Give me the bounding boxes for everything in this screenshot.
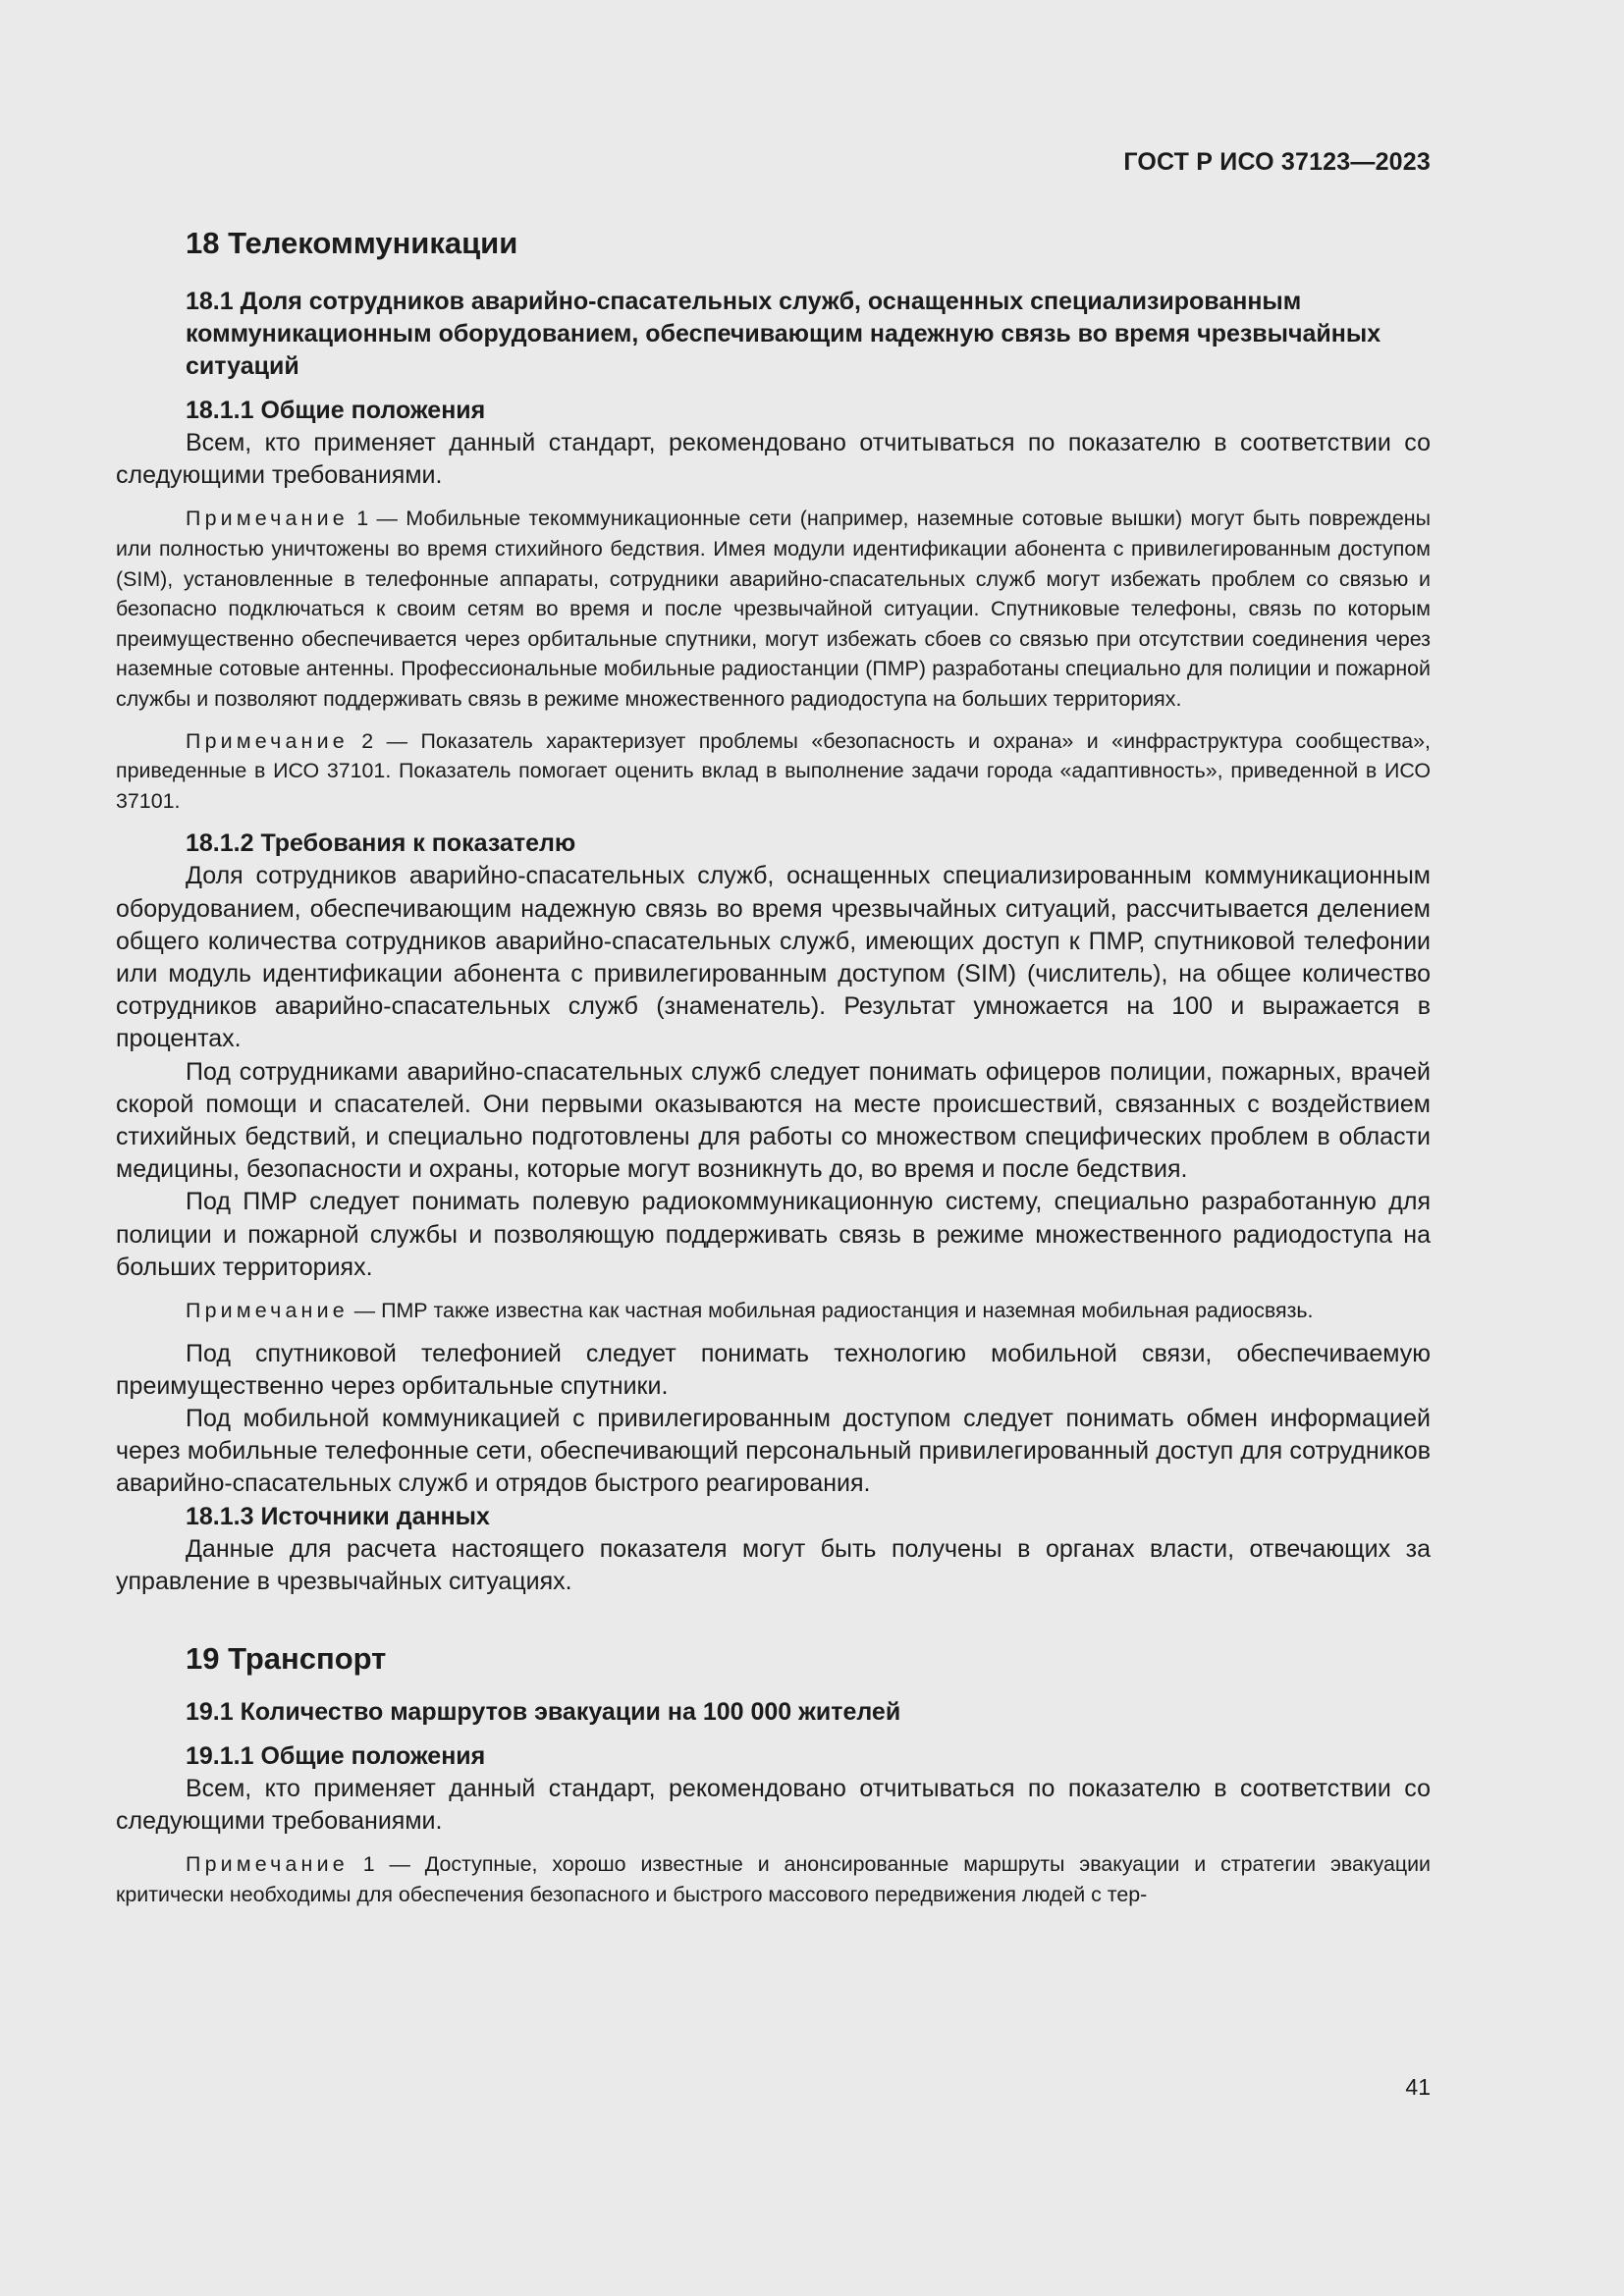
- paragraph: Доля сотрудников аварийно-спасательных служб, оснащенных специализированным коммуникационным оборудованием, обеспечивающим надежную связь во время чрезвычайных ситуаций, рассчитывается делением общего количества сотрудников аварийно-спасательных служб, имеющих доступ к ПМР, спутниковой телефонии или модуль идентификации абонента с привилегированным доступом (SIM) (числитель), на общее количество сотрудников аварийно-спасательных служб (знаменатель). Результат умножается на 100 и выражается в процентах.: [116, 862, 1431, 1053]
- note-label: Примечание: [186, 728, 349, 753]
- section-18-1-3-title: 18.1.3 Источники данных: [186, 1502, 490, 1530]
- page-content: [116, 222, 1431, 1910]
- note-text: — ПМР также известна как частная мобильная радиостанция и наземная мобильная радиосвязь.: [348, 1298, 1314, 1322]
- section-18-1-title: 18.1 Доля сотрудников аварийно-спасательных служб, оснащенных специализированным коммуникационным оборудованием, обеспечивающим надежную связь во время чрезвычайных ситуаций: [186, 288, 1381, 380]
- note-text: 1 — Мобильные текоммуникационные сети (например, наземные сотовые вышки) могут быть повреждены или полностью уничтожены во время стихийного бедствия. Имея модули идентификации абонента с привилегированным доступом (SIM), установленные в телефонные аппараты, сотрудники аварийно-спасательных служб могут избежать проблем со связью и безопасно подключаться к своим сетям во время и после чрезвычайной ситуации. Спутниковые телефоны, связь по которым преимущественно обеспечивается через орбитальные спутники, могут избежать сбоев со связью при отсутствии соединения через наземные сотовые антенны. Профессиональные мобильные радиостанции (ПМР) разработаны специально для полиции и пожарной службы и позволяют поддерживать связь в режиме множественного радиодоступа на больших территориях.: [116, 507, 1431, 711]
- paragraph: Под мобильной коммуникацией с привилегированным доступом следует понимать обмен информацией через мобильные телефонные сети, обеспечивающий персональный привилегированный доступ для сотрудников аварийно-спасательных служб и отрядов быстрого реагирования.: [116, 1404, 1431, 1498]
- note: [116, 504, 1431, 714]
- paragraph: Всем, кто применяет данный стандарт, рекомендовано отчитываться по показателю в соответствии со следующими требованиями.: [116, 429, 1431, 490]
- note: [116, 1849, 1431, 1909]
- paragraph: Данные для расчета настоящего показателя могут быть получены в органах власти, отвечающих за управление в чрезвычайных ситуациях.: [116, 1534, 1431, 1595]
- note-label: Примечание: [186, 1298, 349, 1322]
- paragraph: Под сотрудниками аварийно-спасательных служб следует понимать офицеров полиции, пожарных, врачей скорой помощи и спасателей. Они первыми оказываются на месте происшествий, связанных с воздействием стихийных бедствий, и специально подготовлены для работы со множеством специфических проблем в области медицины, безопасности и охраны, которые могут возникнуть до, во время и после бедствия.: [116, 1057, 1431, 1184]
- section-19-1-1-title: 19.1.1 Общие положения: [186, 1742, 486, 1770]
- page-number: 41: [1405, 2074, 1431, 2100]
- section-18-1-1-title: 18.1.1 Общие положения: [186, 397, 486, 424]
- note-label: Примечание: [186, 1852, 349, 1877]
- note-label: Примечание: [186, 507, 349, 531]
- section-19-1-title: 19.1 Количество маршрутов эвакуации на 100 000 жителей: [186, 1698, 901, 1726]
- note-text: 2 — Показатель характеризует проблемы «безопасность и охрана» и «инфраструктура сообщества», приведенные в ИСО 37101. Показатель помогает оценить вклад в выполнение задачи города «адаптивность», приведенной в ИСО 37101.: [116, 728, 1431, 813]
- paragraph: Под спутниковой телефонией следует понимать технологию мобильной связи, обеспечиваемую преимущественно через орбитальные спутники.: [116, 1339, 1431, 1400]
- paragraph: Под ПМР следует понимать полевую радиокоммуникационную систему, специально разработанную для полиции и пожарной службы и позволяющую поддерживать связь в режиме множественного радиодоступа на больших территориях.: [116, 1188, 1431, 1281]
- note: [116, 1296, 1431, 1326]
- section-19-title: 19 Транспорт: [186, 1641, 387, 1676]
- paragraph: Всем, кто применяет данный стандарт, рекомендовано отчитываться по показателю в соответствии со следующими требованиями.: [116, 1775, 1431, 1836]
- standard-header: ГОСТ Р ИСО 37123—2023: [1123, 148, 1431, 176]
- section-18-1-2-title: 18.1.2 Требования к показателю: [186, 829, 576, 858]
- note-text: 1 — Доступные, хорошо известные и анонсированные маршруты эвакуации и стратегии эвакуации критически необходимы для обеспечения безопасного и быстрого массового передвижения людей с тер-: [116, 1852, 1431, 1906]
- section-18-title: 18 Телекоммуникации: [186, 226, 518, 260]
- note: [116, 726, 1431, 817]
